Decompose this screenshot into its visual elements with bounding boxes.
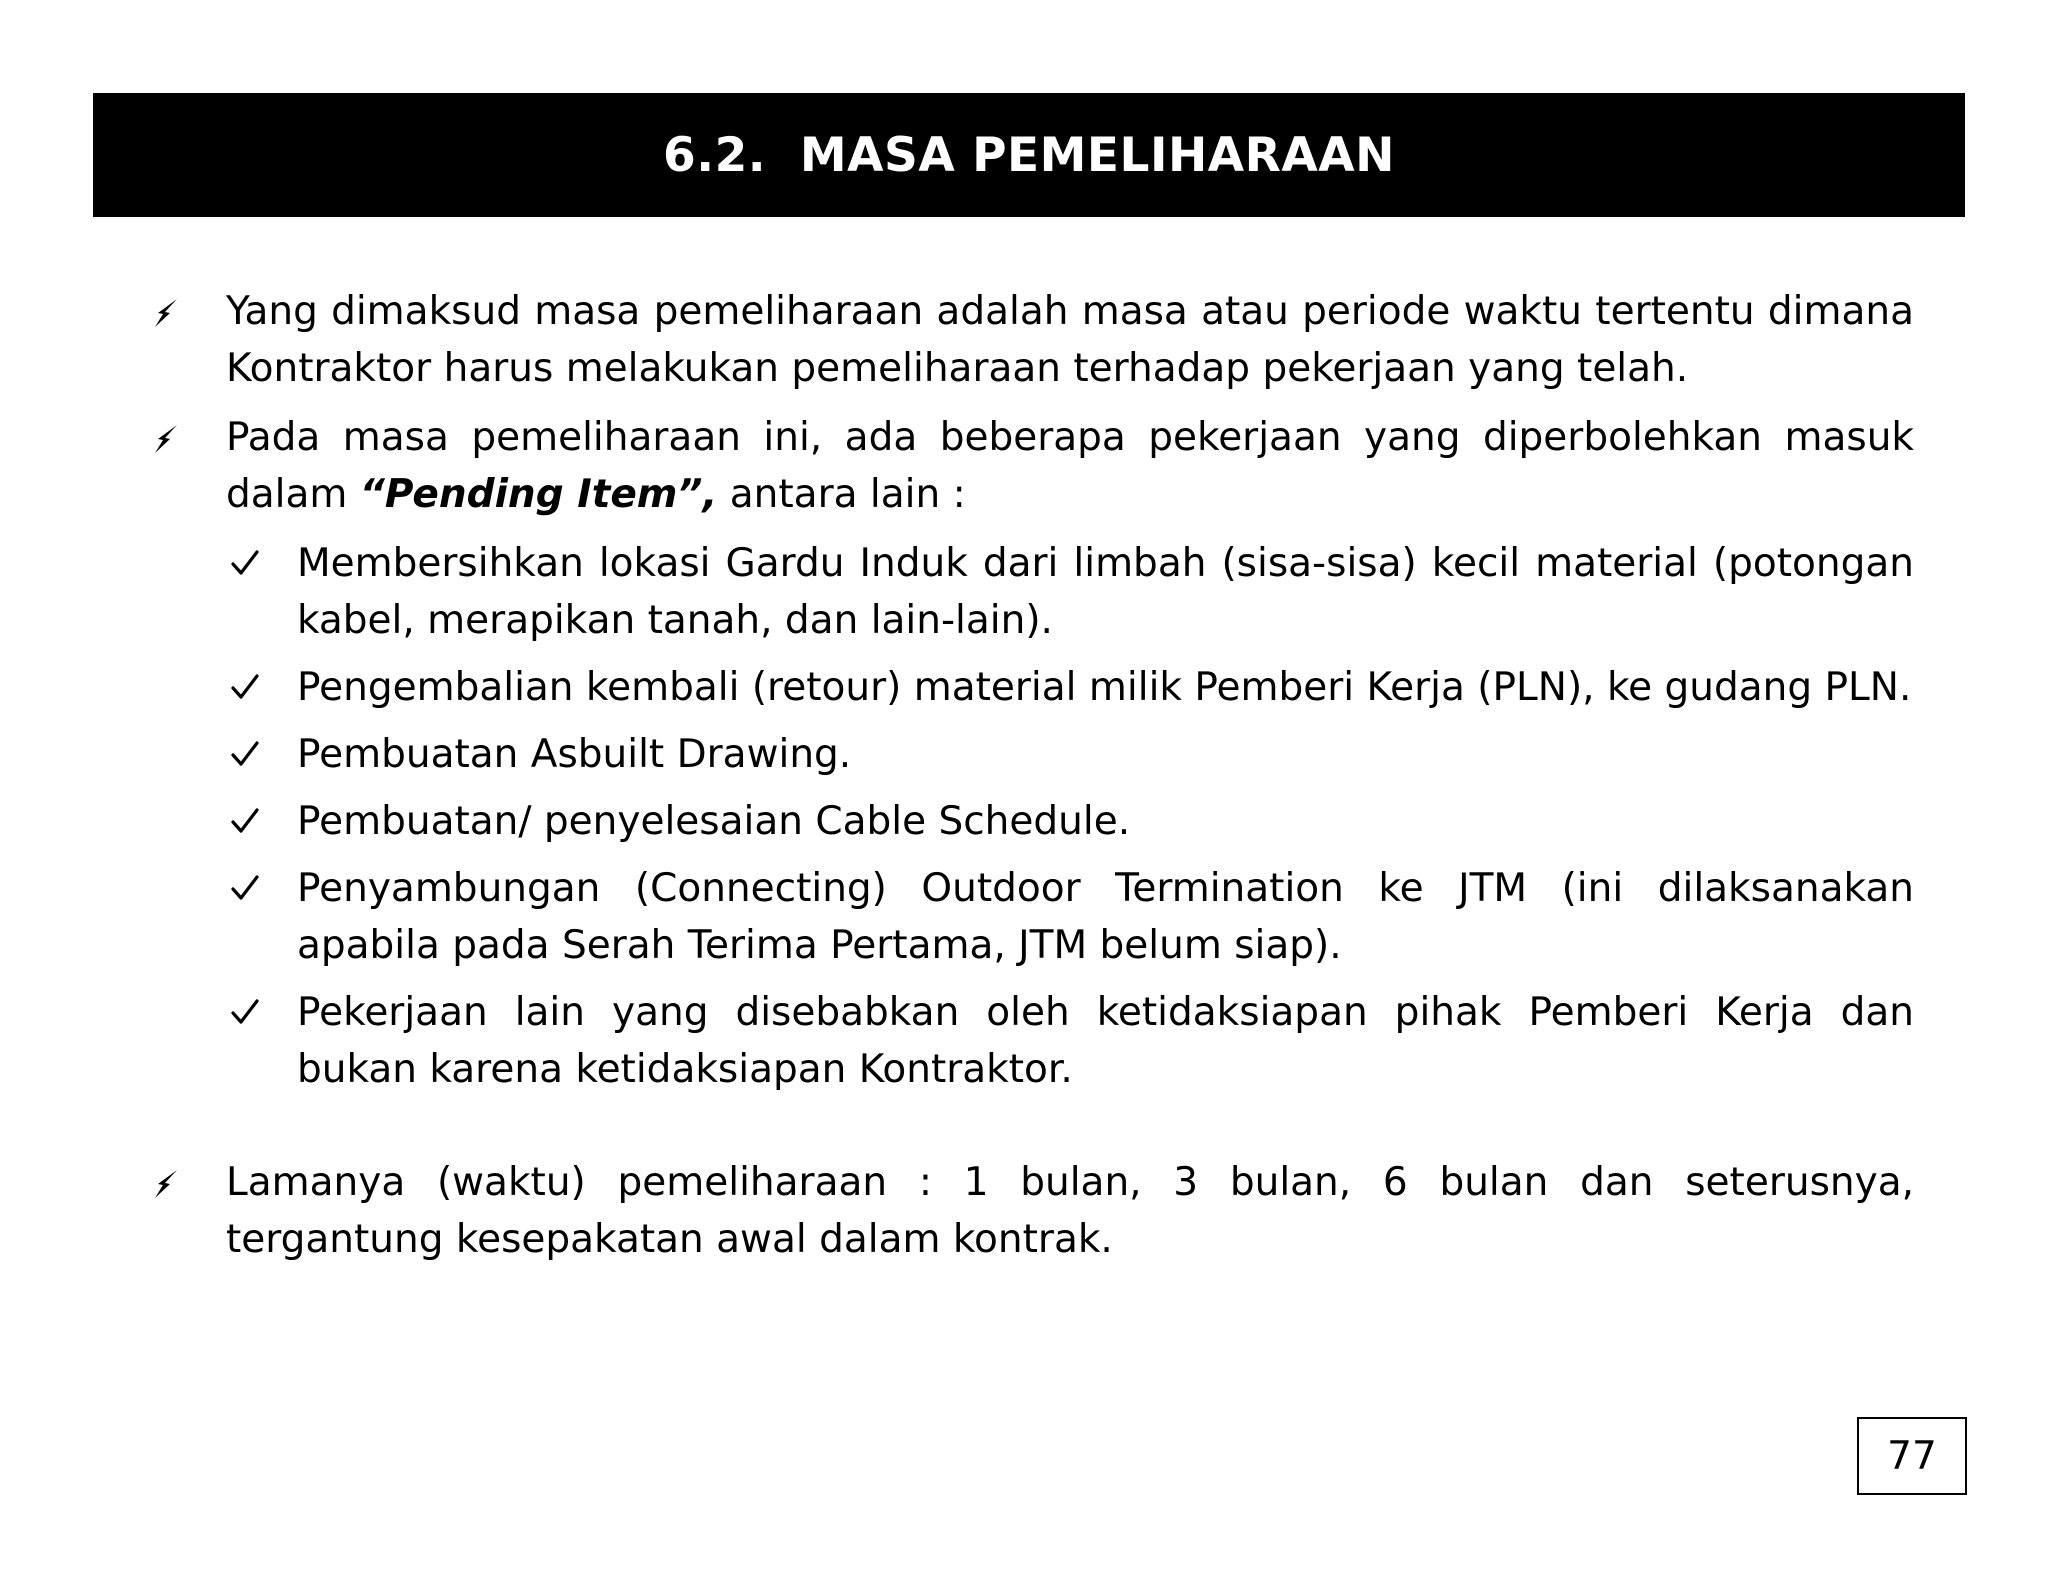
checkmark-icon [230, 997, 260, 1027]
checkmark-icon [230, 806, 260, 836]
lightning-bolt-icon [150, 1168, 182, 1200]
sub-list-item-text: Pekerjaan lain yang disebabkan oleh ketidaksiapan pihak Pemberi Kerja dan bukan karena ketidaksiapan Kontraktor. [297, 990, 1914, 1092]
checkmark-icon [230, 672, 260, 702]
checkmark-icon [230, 739, 260, 769]
main-list-item [140, 409, 1914, 523]
content-body [140, 283, 1914, 1280]
pending-items-list [140, 535, 1914, 1098]
sub-list-item-text: Pembuatan Asbuilt Drawing. [297, 732, 852, 777]
sub-list-item-text: Penyambungan (Connecting) Outdoor Termination ke JTM (ini dilaksanakan apabila pada Serah Terima Pertama, JTM belum siap). [297, 866, 1914, 968]
main-list-item-text: Lamanya (waktu) pemeliharaan : 1 bulan, 3 bulan, 6 bulan dan seterusnya, tergantung kesepakatan awal dalam kontrak. [226, 1160, 1914, 1262]
sub-list-item [226, 793, 1914, 850]
checkmark-icon [230, 873, 260, 903]
pending-item-emphasis: “Pending Item”, [359, 472, 718, 517]
lightning-bolt-icon [150, 297, 182, 329]
sub-list-item [226, 984, 1914, 1098]
page-number: 77 [1887, 1433, 1937, 1479]
checkmark-icon [230, 548, 260, 578]
sub-list-item [226, 726, 1914, 783]
main-list-item-text: Yang dimaksud masa pemeliharaan adalah masa atau periode waktu tertentu dimana Kontraktor harus melakukan pemeliharaan terhadap pekerjaan yang telah. [226, 289, 1914, 391]
sub-list-item [226, 860, 1914, 974]
sub-list-item-text: Pembuatan/ penyelesaian Cable Schedule. [297, 799, 1131, 844]
main-list-item-text: Pada masa pemeliharaan ini, ada beberapa pekerjaan yang diperbolehkan masuk dalam [226, 415, 1914, 517]
main-list-item-text-tail: antara lain : [717, 472, 966, 517]
page-number-box [1857, 1417, 1967, 1495]
sub-list-item [226, 659, 1914, 716]
main-list-item [140, 1154, 1914, 1268]
sub-list-item-text: Pengembalian kembali (retour) material milik Pemberi Kerja (PLN), ke gudang PLN. [297, 665, 1912, 710]
sub-list-item-text: Membersihkan lokasi Gardu Induk dari limbah (sisa-sisa) kecil material (potongan kabel, merapikan tanah, dan lain-lain). [297, 541, 1914, 643]
section-header-bar [93, 93, 1965, 217]
sub-list-item [226, 535, 1914, 649]
lightning-bolt-icon [150, 423, 182, 455]
section-title: 6.2. MASA PEMELIHARAAN [663, 127, 1395, 183]
main-list-item [140, 283, 1914, 397]
